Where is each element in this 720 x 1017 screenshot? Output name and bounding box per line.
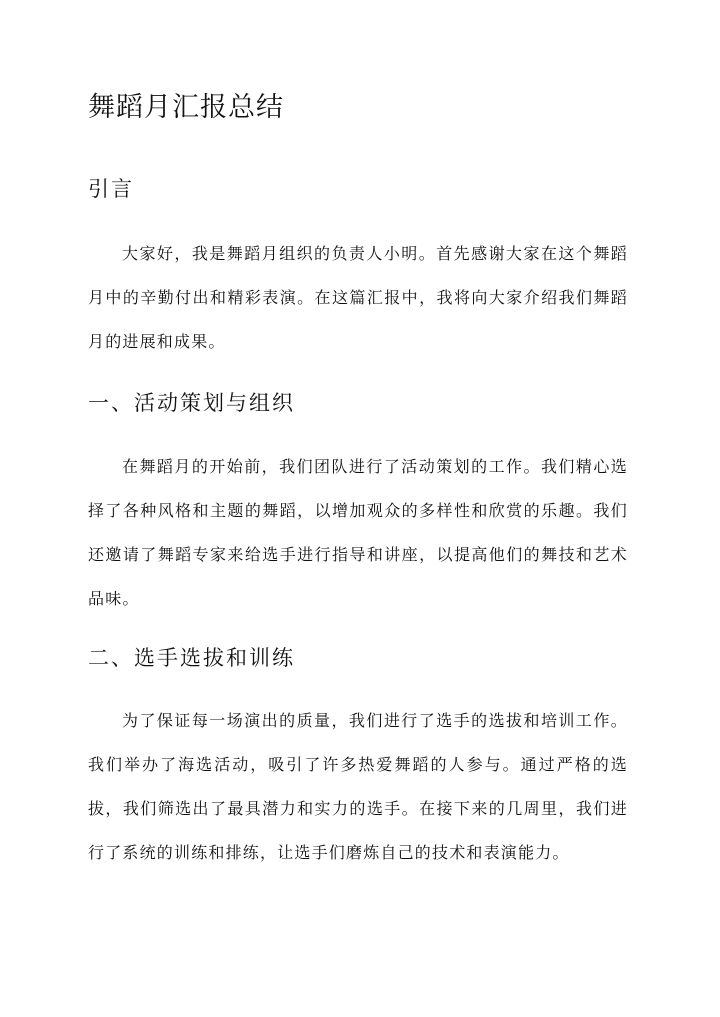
section-paragraph-selection: 为了保证每一场演出的质量，我们进行了选手的选拔和培训工作。我们举办了海选活动，吸引了许多热爱舞蹈的人参与。通过严格的选拔，我们筛选出了最具潜力和实力的选手。在接下来的几周里，我们进行了系统的训练和排练，让选手们磨炼自己的技术和表演能力。 xyxy=(88,711,628,862)
section-paragraph-introduction: 大家好，我是舞蹈月组织的负责人小明。首先感谢大家在这个舞蹈月中的辛勤付出和精彩表演。在这篇汇报中，我将向大家介绍我们舞蹈月的进展和成果。 xyxy=(88,244,628,351)
section-heading-introduction: 引言 xyxy=(88,177,134,201)
section-heading-selection: 二、选手选拔和训练 xyxy=(88,646,295,670)
section-paragraph-planning: 在舞蹈月的开始前，我们团队进行了活动策划的工作。我们精心选择了各种风格和主题的舞蹈，以增加观众的多样性和欣赏的乐趣。我们还邀请了舞蹈专家来给选手进行指导和讲座，以提高他们的舞技和艺术品味。 xyxy=(88,457,628,608)
document-title: 舞蹈月汇报总结 xyxy=(88,92,284,123)
section-heading-planning: 一、活动策划与组织 xyxy=(88,391,295,415)
